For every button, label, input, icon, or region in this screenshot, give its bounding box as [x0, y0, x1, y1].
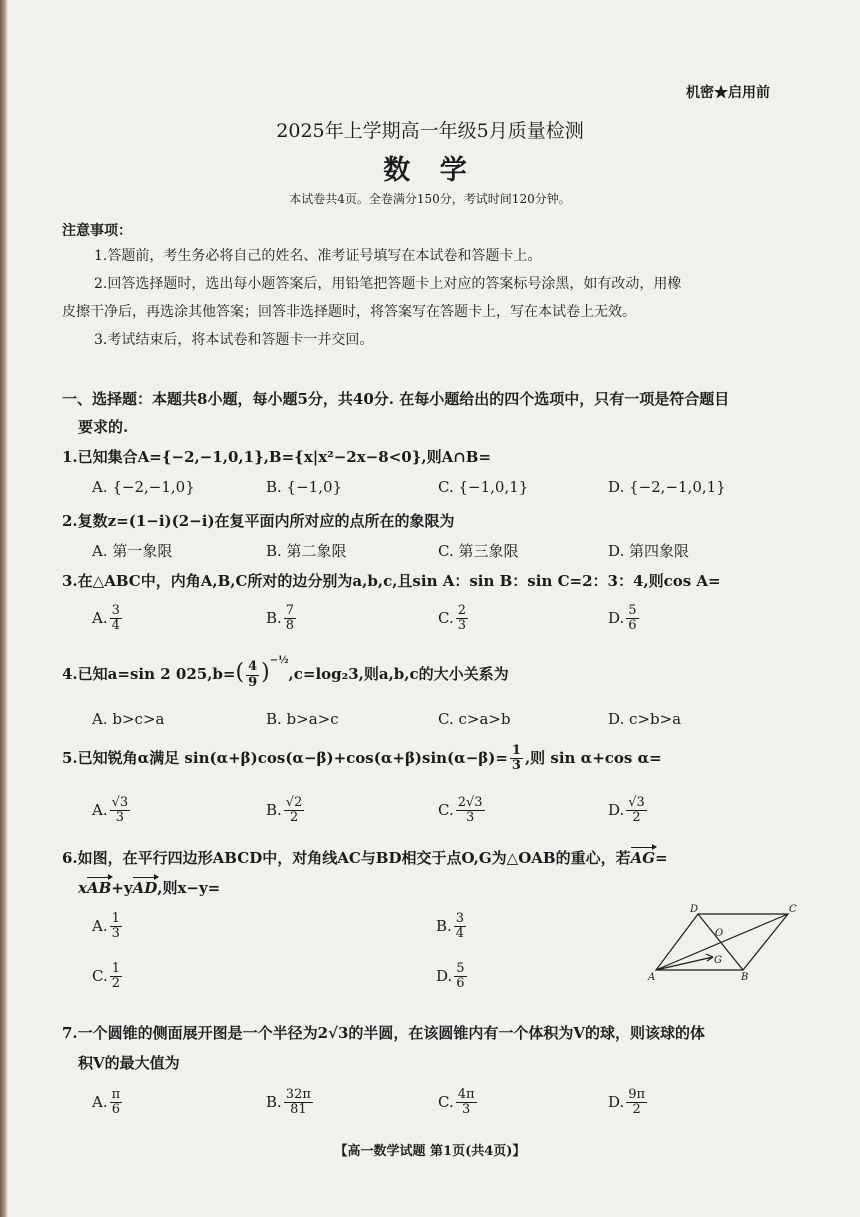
- numerator: 4: [248, 659, 258, 675]
- denominator: 2: [289, 810, 299, 826]
- q5-stem: [62, 744, 662, 774]
- exam-title: 2025年上学期高一年级5月质量检测: [276, 120, 584, 142]
- q5-stem-pre: 5.已知锐角α满足 sin(α+β)cos(α−β)+cos(α+β)sin(α−β)=: [62, 748, 508, 767]
- numerator: 4π: [457, 1087, 475, 1102]
- q7-option-b[interactable]: [266, 1088, 315, 1118]
- notice-item-3: 3.考试结束后，将本试卷和答题卡一并交回。: [94, 332, 374, 348]
- denominator: 3: [115, 810, 125, 826]
- q6-option-a[interactable]: [92, 912, 124, 942]
- q1-option-d[interactable]: D. {−2,−1,0,1}: [608, 478, 726, 496]
- q6-stem-text: 6.如图，在平行四边形ABCD中，对角线AC与BD相交于点O,G为△OAB的重心，若: [62, 849, 631, 867]
- plus-y: +y: [111, 879, 133, 897]
- section-heading-line1: 一、选择题：本题共8小题，每小题5分，共40分. 在每小题给出的四个选项中，只有一项是符合题目: [62, 390, 730, 408]
- option-label: B.: [436, 916, 452, 935]
- q7-stem-line2: 积V的最大值为: [78, 1054, 180, 1072]
- label-c: C: [789, 904, 797, 915]
- vector-ad: AD: [132, 879, 158, 897]
- fraction: [110, 796, 131, 826]
- denominator: 3: [461, 1102, 471, 1118]
- q4-exponent: −½: [269, 655, 289, 666]
- fraction: [284, 604, 296, 634]
- fraction: [626, 1088, 647, 1118]
- subject-title: 数 学: [383, 155, 477, 186]
- var-x: x: [78, 879, 87, 897]
- denominator: 6: [456, 976, 465, 992]
- denominator: 6: [628, 618, 637, 634]
- option-label: D.: [608, 1092, 625, 1111]
- q4-option-b[interactable]: B. b>a>c: [266, 710, 339, 728]
- denominator: 2: [111, 976, 120, 992]
- q4-stem-post: ,c=log₂3,则a,b,c的大小关系为: [288, 665, 509, 683]
- option-label: C.: [92, 966, 108, 985]
- denominator: 2: [632, 810, 641, 826]
- q6-option-b[interactable]: [436, 912, 468, 942]
- label-b: B: [741, 972, 749, 983]
- numerator: 32π: [285, 1087, 311, 1102]
- fraction: [284, 1088, 313, 1118]
- notice-item-2b: 皮擦干净后，再选涂其他答案；回答非选择题时，将答案写在答题卡上，写在本试卷上无效。: [62, 304, 636, 320]
- numerator: √3: [628, 795, 645, 810]
- q3-stem: 3.在△ABC中，内角A,B,C所对的边分别为a,b,c,且sin A：sin B：sin C=2：3：4,则cos A=: [62, 572, 721, 590]
- q3-option-a[interactable]: [92, 604, 124, 634]
- equals-sign: =: [655, 849, 668, 867]
- option-label: B.: [266, 1092, 282, 1111]
- confidential-label: 机密★启用前: [686, 85, 770, 101]
- numerator: 1: [111, 911, 120, 926]
- option-label: A.: [92, 608, 108, 627]
- paren-right: ): [261, 660, 270, 685]
- numerator: √3: [111, 795, 129, 810]
- fraction: [456, 1088, 477, 1118]
- diagonal-ac: [656, 914, 788, 970]
- q5-fraction: [510, 744, 523, 774]
- fraction: [110, 1088, 123, 1118]
- fraction: [110, 962, 122, 992]
- q5-option-d[interactable]: [608, 796, 649, 826]
- denominator: 2: [632, 1102, 641, 1118]
- numerator: 3: [455, 911, 465, 926]
- numerator: 2√3: [457, 795, 483, 810]
- q3-option-d[interactable]: [608, 604, 641, 634]
- q6-option-c[interactable]: [92, 962, 124, 992]
- option-label: D.: [436, 966, 453, 985]
- q6-stem-line1: [62, 847, 668, 868]
- option-label: A.: [92, 916, 108, 935]
- q4-option-c[interactable]: C. c>a>b: [438, 710, 511, 728]
- denominator: 3: [111, 926, 120, 942]
- denominator: 4: [111, 618, 120, 634]
- fraction: [626, 796, 647, 826]
- fraction: [110, 604, 122, 634]
- q7-option-d[interactable]: [608, 1088, 649, 1118]
- option-label: C.: [438, 800, 454, 819]
- fraction: [456, 796, 485, 826]
- paren-left: (: [235, 660, 245, 685]
- q2-option-b[interactable]: B. 第二象限: [266, 542, 347, 560]
- label-g: G: [714, 955, 722, 966]
- q7-option-c[interactable]: [438, 1088, 479, 1118]
- label-d: D: [690, 904, 699, 915]
- option-label: C.: [438, 608, 454, 627]
- exam-info: 本试卷共4页。全卷满分150分，考试时间120分钟。: [289, 192, 571, 206]
- fraction: [110, 912, 122, 942]
- notice-item-1: 1.答题前，考生务必将自己的姓名、准考证号填写在本试卷和答题卡上。: [94, 248, 542, 264]
- fraction: [284, 796, 305, 826]
- q5-option-a[interactable]: [92, 796, 132, 826]
- numerator: 3: [111, 603, 120, 618]
- denominator: 6: [111, 1102, 121, 1118]
- q6-option-d[interactable]: [436, 962, 469, 992]
- q6-stem-line2: [78, 877, 220, 898]
- numerator: 5: [456, 961, 465, 976]
- option-label: D.: [608, 608, 625, 627]
- numerator: 1: [111, 961, 120, 976]
- parallelogram-figure: [640, 900, 800, 990]
- numerator: 5: [628, 603, 637, 618]
- fraction: [456, 604, 468, 634]
- arrow-ag-a: [706, 954, 713, 957]
- q2-option-a[interactable]: A. 第一象限: [92, 542, 173, 560]
- q7-stem-line1: 7.一个圆锥的侧面展开图是一个半径为2√3的半圆，在该圆锥内有一个体积为V的球，则该球的体: [62, 1024, 706, 1042]
- denominator: 3: [465, 810, 475, 826]
- vector-ag: AG: [630, 849, 656, 867]
- fraction: [454, 962, 466, 992]
- q4-option-d[interactable]: D. c>b>a: [608, 710, 682, 728]
- q4-base-fraction: [246, 660, 259, 690]
- option-label: A.: [92, 800, 108, 819]
- page-footer: 【高一数学试题 第1页(共4页)】: [334, 1144, 526, 1159]
- numerator: 1: [511, 743, 521, 758]
- numerator: 9π: [628, 1087, 646, 1102]
- q1-option-a[interactable]: A. {−2,−1,0}: [92, 478, 195, 496]
- q1-stem: 1.已知集合A={−2,−1,0,1},B={x|x²−2x−8<0},则A∩B=: [62, 448, 492, 466]
- label-o: O: [715, 928, 724, 939]
- q6-stem-end: ,则x−y=: [157, 879, 221, 897]
- numerator: 2: [457, 603, 466, 618]
- q3-option-b[interactable]: [266, 604, 298, 634]
- denominator: 3: [457, 618, 466, 634]
- fraction: [454, 912, 466, 942]
- denominator: 9: [248, 674, 258, 690]
- notice-heading: 注意事项：: [62, 223, 132, 239]
- numerator: π: [111, 1087, 121, 1102]
- q4-option-a[interactable]: A. b>c>a: [92, 710, 165, 728]
- notice-item-2a: 2.回答选择题时，选出每小题答案后，用铅笔把答题卡上对应的答案标号涂黑，如有改动，用橡: [94, 276, 682, 292]
- denominator: 81: [290, 1102, 307, 1118]
- q2-option-c[interactable]: C. 第三象限: [438, 542, 519, 560]
- vector-ab: AB: [86, 879, 112, 897]
- q5-option-b[interactable]: [266, 796, 306, 826]
- option-label: A.: [92, 1092, 108, 1111]
- label-a: A: [648, 972, 656, 983]
- q7-option-a[interactable]: [92, 1088, 124, 1118]
- option-label: B.: [266, 608, 282, 627]
- option-label: B.: [266, 800, 282, 819]
- q4-stem-pre: 4.已知a=sin 2 025,b=: [62, 665, 236, 683]
- q5-stem-post: ,则 sin α+cos α=: [524, 748, 662, 767]
- q5-option-c[interactable]: [438, 796, 487, 826]
- numerator: 7: [285, 603, 295, 618]
- option-label: D.: [608, 800, 625, 819]
- denominator: 3: [511, 758, 521, 774]
- q2-option-d[interactable]: D. 第四象限: [608, 542, 690, 560]
- option-label: C.: [438, 1092, 454, 1111]
- denominator: 8: [285, 618, 295, 634]
- q1-option-c[interactable]: C. {−1,0,1}: [438, 478, 529, 496]
- q1-option-b[interactable]: B. {−1,0}: [266, 478, 343, 496]
- q3-option-c[interactable]: [438, 604, 470, 634]
- q4-stem: [62, 655, 509, 690]
- denominator: 4: [455, 926, 465, 942]
- section-heading-line2: 要求的.: [78, 418, 129, 436]
- fraction: [626, 604, 638, 634]
- q2-stem: 2.复数z=(1−i)(2−i)在复平面内所对应的点所在的象限为: [62, 512, 455, 530]
- numerator: √2: [285, 795, 303, 810]
